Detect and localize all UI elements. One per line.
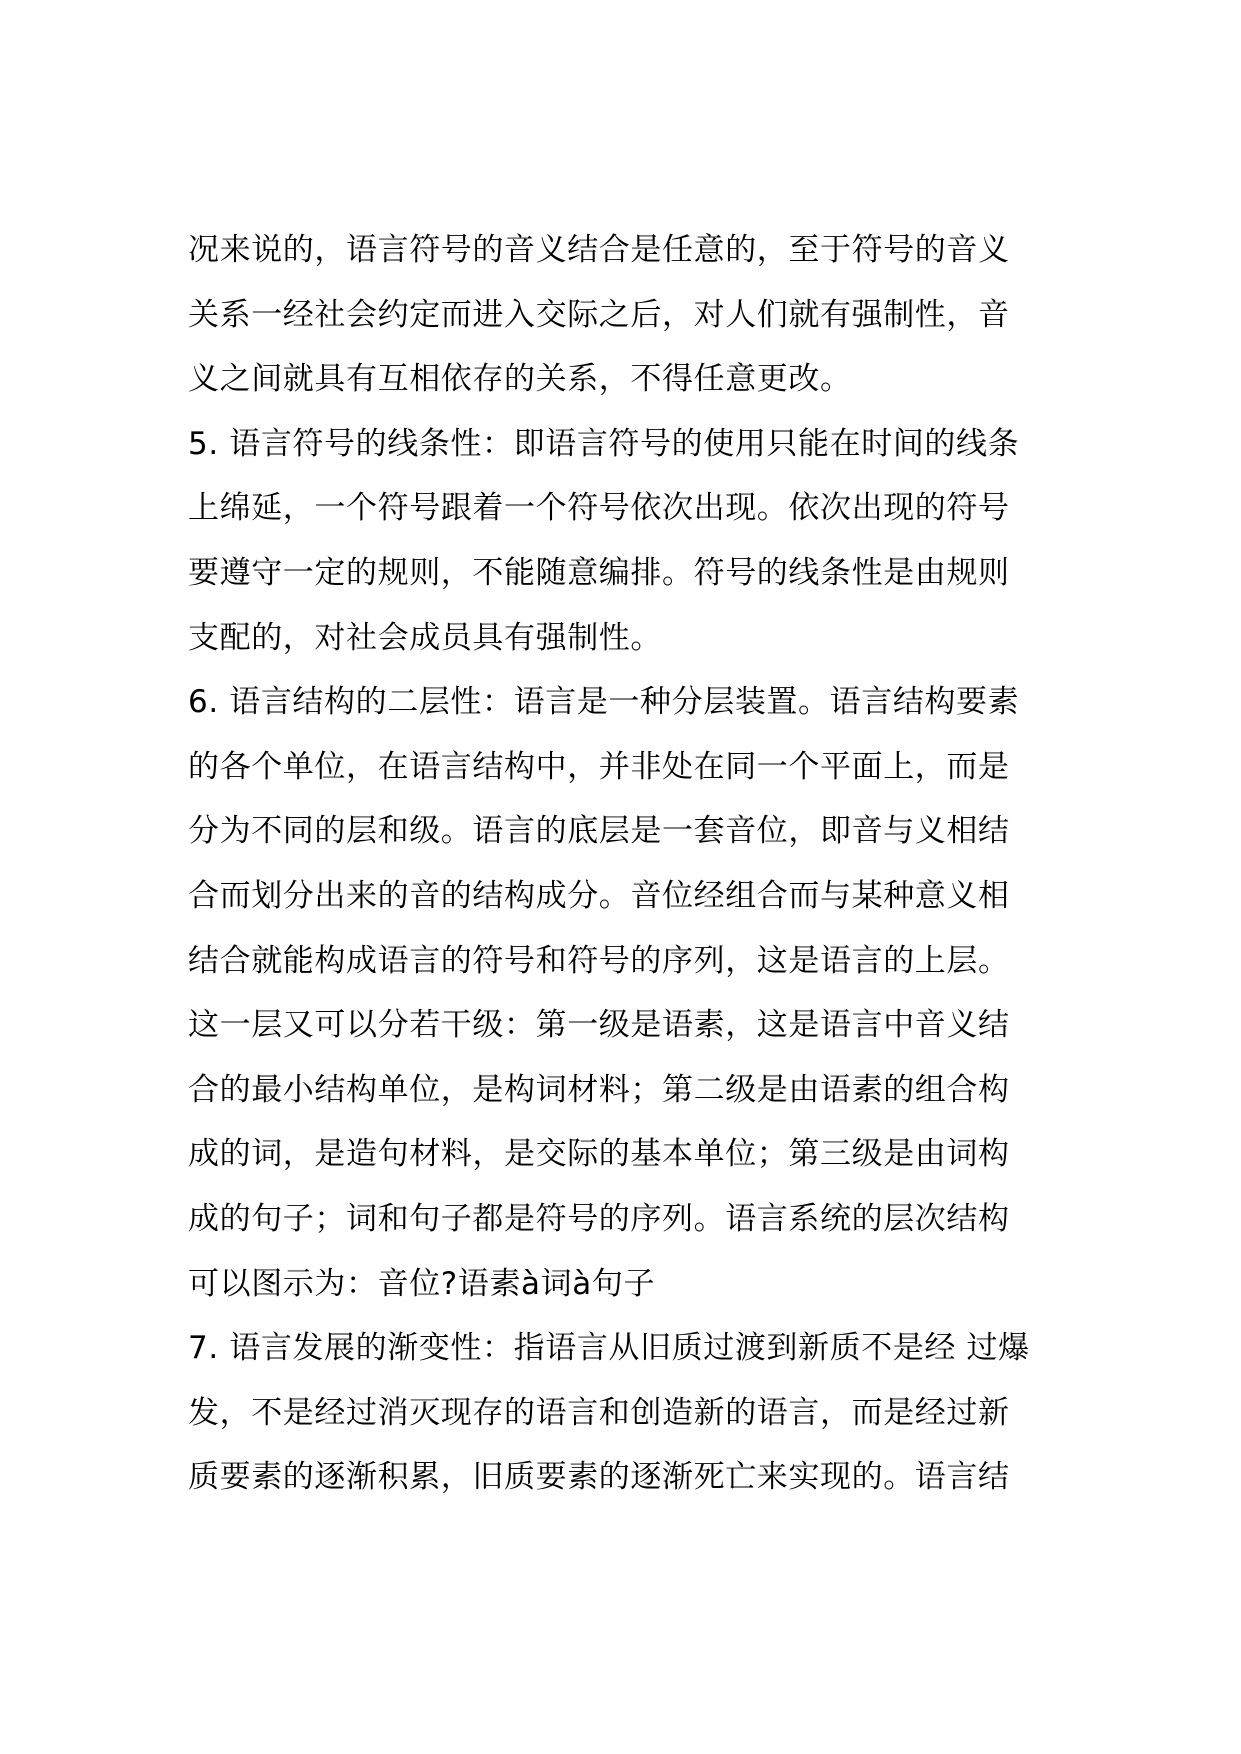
list-item-5-line: 5. 语言符号的线条性：即语言符号的使用只能在时间的线条 <box>188 425 1020 462</box>
text-line: 支配的，对社会成员具有强制性。 <box>188 619 662 656</box>
text-line: 可以图示为：音位?语素à词à句子 <box>188 1265 656 1302</box>
text-line: 成的句子；词和句子都是符号的序列。语言系统的层次结构 <box>188 1200 1010 1237</box>
text-line: 上绵延，一个符号跟着一个符号依次出现。依次出现的符号 <box>188 490 1010 527</box>
text-line: 这一层又可以分若干级：第一级是语素，这是语言中音义结 <box>188 1007 1010 1044</box>
text-line: 发，不是经过消灭现存的语言和创造新的语言，而是经过新 <box>188 1394 1010 1431</box>
text-line: 况来说的，语言符号的音义结合是任意的，至于符号的音义 <box>188 232 1010 268</box>
text-line: 的各个单位，在语言结构中，并非处在同一个平面上，而是 <box>188 748 1010 785</box>
body-text <box>188 218 1088 1510</box>
list-item-6-line: 6. 语言结构的二层性：语言是一种分层装置。语言结构要素 <box>188 684 1020 721</box>
text-line: 结合就能构成语言的符号和符号的序列，这是语言的上层。 <box>188 942 1010 979</box>
list-item-7-line: 7. 语言发展的渐变性：指语言从旧质过渡到新质不是经 过爆 <box>188 1330 1030 1367</box>
text-line: 要遵守一定的规则，不能随意编排。符号的线条性是由规则 <box>188 554 1010 591</box>
text-line: 成的词，是造句材料，是交际的基本单位；第三级是由词构 <box>188 1136 1010 1173</box>
text-line: 关系一经社会约定而进入交际之后，对人们就有强制性，音 <box>188 296 1010 333</box>
text-line: 合的最小结构单位，是构词材料；第二级是由语素的组合构 <box>188 1071 1010 1108</box>
text-line: 义之间就具有互相依存的关系，不得任意更改。 <box>188 361 852 398</box>
text-line: 合而划分出来的音的结构成分。音位经组合而与某种意义相 <box>188 877 1010 914</box>
text-line: 分为不同的层和级。语言的底层是一套音位，即音与义相结 <box>188 813 1010 850</box>
text-line: 质要素的逐渐积累，旧质要素的逐渐死亡来实现的。语言结 <box>188 1459 1010 1496</box>
